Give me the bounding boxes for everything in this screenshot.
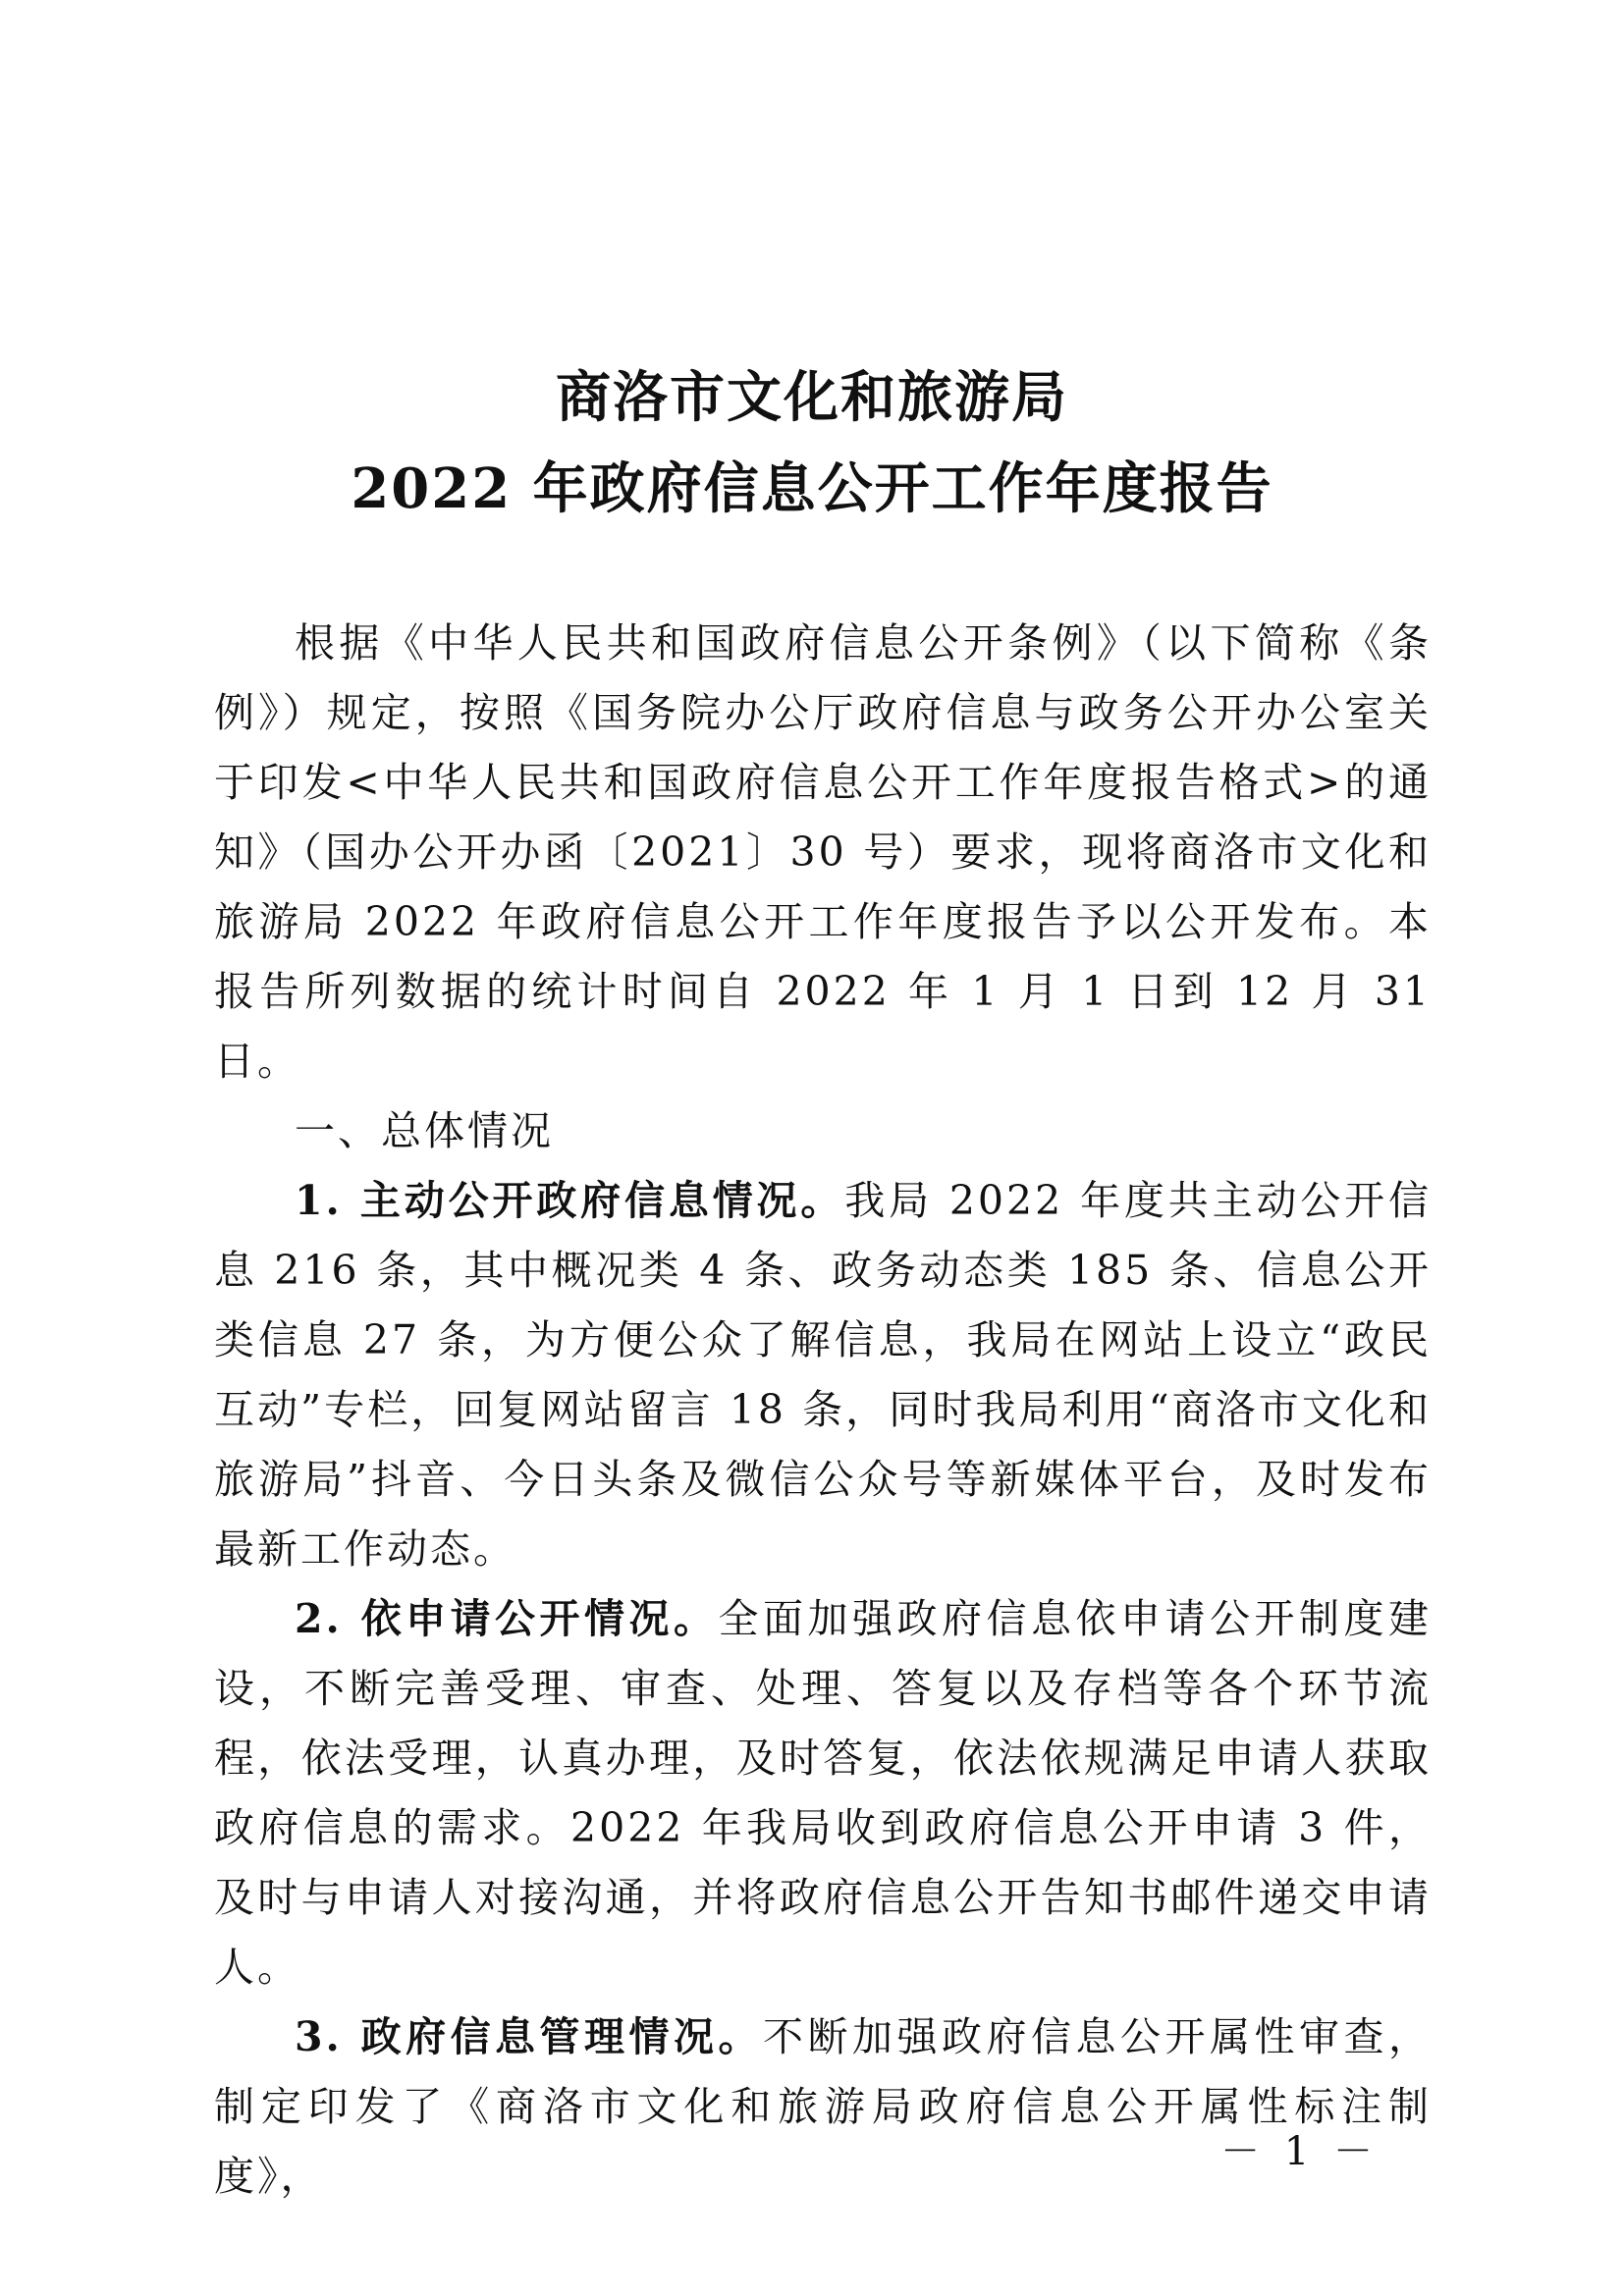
paragraph-information-management (214, 2002, 1432, 2212)
document-title-line2: 2022 年政府信息公开工作年度报告 (351, 456, 1273, 521)
paragraph-text: 不断加强政府信息公开属性审查，制定印发了《商洛市文化和旅游局政府信息公开属性标注制度》， (214, 2013, 1432, 2200)
paragraph-proactive-disclosure (214, 1166, 1432, 1584)
section-heading-overview: 一、总体情况 (295, 1107, 554, 1154)
paragraph-application-disclosure (214, 1584, 1432, 2002)
paragraph-text: 全面加强政府信息依申请公开制度建设，不断完善受理、审查、处理、答复以及存档等各个环节流程，依法受理，认真办理，及时答复，依法依规满足申请人获取政府信息的需求。2022 年我局收到政府信息公开申请 3 件，及时与申请人对接沟通，并将政府信息公开告知书邮件递交申请人。 (214, 1595, 1432, 1991)
document-title-line1: 商洛市文化和旅游局 (556, 365, 1068, 430)
document-body (214, 609, 1432, 2212)
page-number: － 1 － (1220, 2129, 1379, 2174)
paragraph-lead: 1. 主动公开政府信息情况。 (295, 1177, 845, 1224)
paragraph-text: 我局 2022 年度共主动公开信息 216 条，其中概况类 4 条、政务动态类 185 条、信息公开类信息 27 条，为方便公众了解信息，我局在网站上设立“政民互动”专栏，回复网站留言 18 条，同时我局利用“商洛市文化和旅游局”抖音、今日头条及微信公众号等新媒体平台，及时发布最新工作动态。 (214, 1177, 1433, 1573)
intro-paragraph: 根据《中华人民共和国政府信息公开条例》（以下简称《条例》）规定，按照《国务院办公厅政府信息与政务公开办公室关于印发<中华人民共和国政府信息公开工作年度报告格式>的通知》（国办公开办函〔2021〕30 号）要求，现将商洛市文化和旅游局 2022 年政府信息公开工作年度报告予以公开发布。本报告所列数据的统计时间自 2022 年 1 月 1 日到 12 月 31 日。 (214, 619, 1432, 1085)
paragraph-lead: 2. 依申请公开情况。 (295, 1595, 719, 1642)
paragraph-lead: 3. 政府信息管理情况。 (295, 2013, 764, 2060)
